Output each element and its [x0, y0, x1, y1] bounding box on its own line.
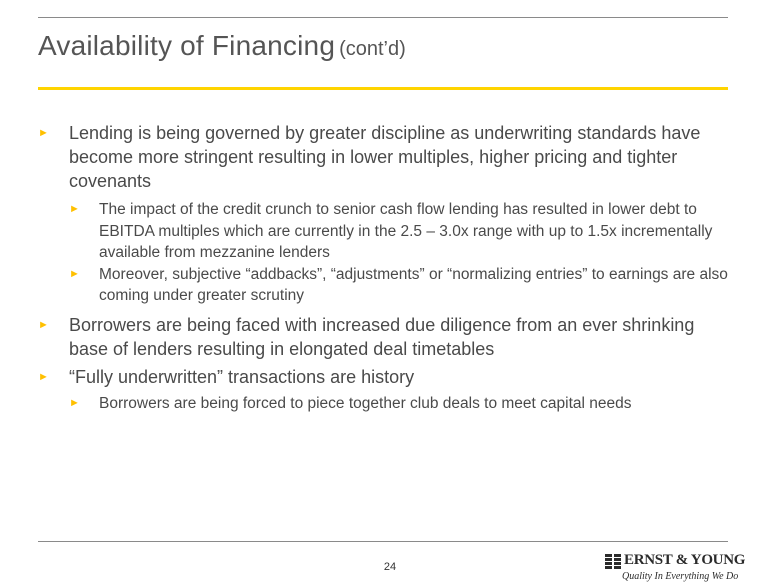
bullet-list: [38, 121, 738, 414]
bullet-arrow-icon: ►: [69, 396, 80, 409]
top-divider: [38, 17, 728, 18]
bullet-item: [38, 121, 738, 193]
bullet-text: Borrowers are being faced with increased due diligence from an ever shrinking base of lenders resulting in elongated deal timetables: [69, 314, 695, 359]
logo-wordmark: ERNST & YOUNG: [624, 552, 746, 568]
bullet-arrow-icon: ►: [69, 203, 80, 215]
bullet-text: “Fully underwritten” transactions are history: [69, 366, 415, 387]
bullet-item: [38, 313, 738, 361]
bullet-arrow-icon: ►: [69, 267, 80, 280]
bullet-arrow-icon: ►: [38, 127, 49, 139]
sub-bullet-item: [38, 264, 738, 307]
bullet-arrow-icon: ►: [38, 370, 49, 383]
sub-bullet-text: The impact of the credit crunch to senior cash flow lending has resulted in lower debt to EBITDA multiples which are currently in the 2.5 – 3.0x range with up to 1.5x incrementally available from mezzanine lenders: [99, 201, 713, 261]
slide-title-main: Availability of Financing: [38, 30, 336, 61]
page-number: 24: [383, 561, 397, 573]
sub-bullet-text: Borrowers are being forced to piece together club deals to meet capital needs: [99, 394, 632, 412]
slide-title-sub: (cont’d): [339, 38, 406, 60]
footer-divider: [38, 541, 728, 542]
bullet-text: Lending is being governed by greater discipline as underwriting standards have become more stringent resulting in lower multiples, higher pricing and tighter covenants: [69, 123, 701, 191]
sub-bullet-item: [38, 199, 738, 264]
bullet-item: [38, 365, 738, 389]
ernst-young-logo: [605, 551, 746, 585]
sub-bullet-text: Moreover, subjective “addbacks”, “adjustments” or “normalizing entries” to earnings are also coming under greater scrutiny: [99, 265, 728, 304]
logo-tagline: Quality In Everything We Do: [622, 571, 739, 582]
title-underline-accent: [38, 87, 728, 90]
bullet-arrow-icon: ►: [38, 318, 49, 331]
sub-bullet-item: [38, 393, 738, 415]
ey-logo-mark-icon: [605, 554, 621, 569]
slide-title: [38, 30, 406, 62]
